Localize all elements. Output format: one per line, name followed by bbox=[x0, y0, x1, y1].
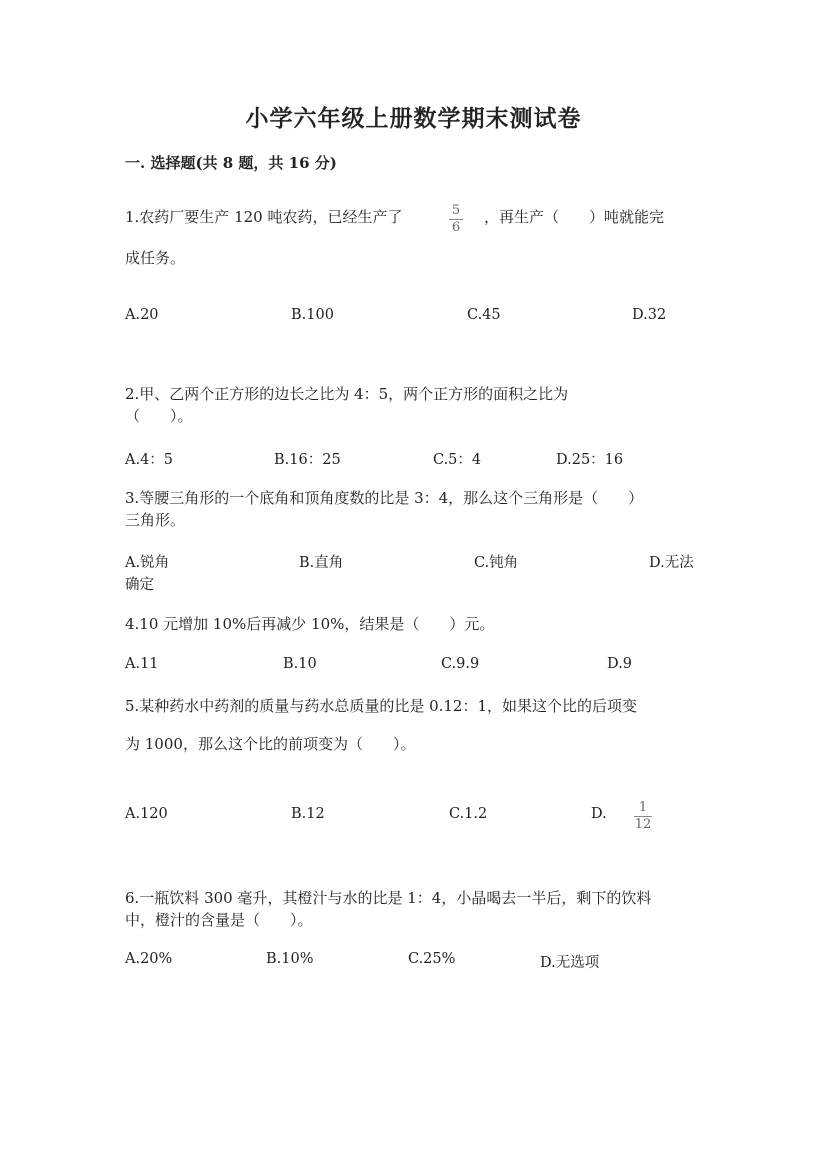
question-5-option-d-fraction bbox=[634, 801, 652, 832]
fraction-numerator: 1 bbox=[638, 800, 648, 815]
fraction-numerator: 5 bbox=[451, 203, 461, 218]
question-5-option-d: D. bbox=[591, 806, 607, 822]
question-2-option-b: B.16：25 bbox=[274, 452, 341, 468]
question-5-option-c: C.1.2 bbox=[449, 806, 488, 822]
question-3-option-d-continued: 确定 bbox=[125, 577, 154, 593]
question-4-option-d: D.9 bbox=[607, 656, 632, 672]
question-3-option-a: A.锐角 bbox=[125, 555, 170, 571]
question-5-option-a: A.120 bbox=[125, 806, 168, 822]
question-5-line-1: 5.某种药水中药剂的质量与药水总质量的比是 0.12：1，如果这个比的后项变 bbox=[125, 697, 638, 715]
question-4-line-1: 4.10 元增加 10%后再减少 10%，结果是（ ）元。 bbox=[125, 615, 495, 633]
question-1-option-d: D.32 bbox=[632, 307, 667, 323]
question-1-option-b: B.100 bbox=[291, 307, 334, 323]
question-1-line-1a: 1.农药厂要生产 120 吨农药，已经生产了 bbox=[125, 208, 403, 226]
question-5-line-2: 为 1000，那么这个比的前项变为（ ）。 bbox=[125, 735, 416, 753]
question-6-option-d: D.无选项 bbox=[540, 955, 600, 971]
question-3-option-b: B.直角 bbox=[299, 555, 344, 571]
question-4-option-b: B.10 bbox=[283, 656, 317, 672]
page-title: 小学六年级上册数学期末测试卷 bbox=[245, 105, 582, 132]
question-1-line-2: 成任务。 bbox=[125, 249, 186, 267]
question-2-line-2: （ ）。 bbox=[125, 407, 193, 425]
question-1-option-c: C.45 bbox=[467, 307, 501, 323]
question-6-line-2: 中，橙汁的含量是（ ）。 bbox=[125, 911, 313, 929]
question-6-line-1: 6.一瓶饮料 300 毫升，其橙汁与水的比是 1：4，小晶喝去一半后，剩下的饮料 bbox=[125, 889, 652, 907]
fraction-denominator: 12 bbox=[634, 817, 652, 832]
question-4-option-a: A.11 bbox=[125, 656, 159, 672]
section-heading: 一. 选择题(共 8 题，共 16 分) bbox=[125, 154, 337, 172]
question-2-option-c: C.5：4 bbox=[433, 452, 482, 468]
question-3-option-d: D.无法 bbox=[649, 555, 694, 571]
question-6-option-a: A.20% bbox=[125, 951, 173, 967]
question-2-option-a: A.4：5 bbox=[125, 452, 174, 468]
question-3-line-1: 3.等腰三角形的一个底角和顶角度数的比是 3：4，那么这个三角形是（ ） bbox=[125, 489, 644, 507]
question-5-option-b: B.12 bbox=[291, 806, 325, 822]
question-3-line-2: 三角形。 bbox=[125, 511, 186, 529]
question-6-option-b: B.10% bbox=[266, 951, 314, 967]
fraction-denominator: 6 bbox=[451, 220, 461, 235]
question-1-option-a: A.20 bbox=[125, 307, 159, 323]
question-3-option-c: C.钝角 bbox=[474, 555, 519, 571]
question-4-option-c: C.9.9 bbox=[441, 656, 480, 672]
question-2-line-1: 2.甲、乙两个正方形的边长之比为 4：5，两个正方形的面积之比为 bbox=[125, 385, 569, 403]
question-1-line-1b: ，再生产（ ）吨就能完 bbox=[484, 208, 665, 226]
question-2-option-d: D.25：16 bbox=[556, 452, 624, 468]
question-1-fraction bbox=[449, 204, 463, 235]
question-6-option-c: C.25% bbox=[408, 951, 456, 967]
